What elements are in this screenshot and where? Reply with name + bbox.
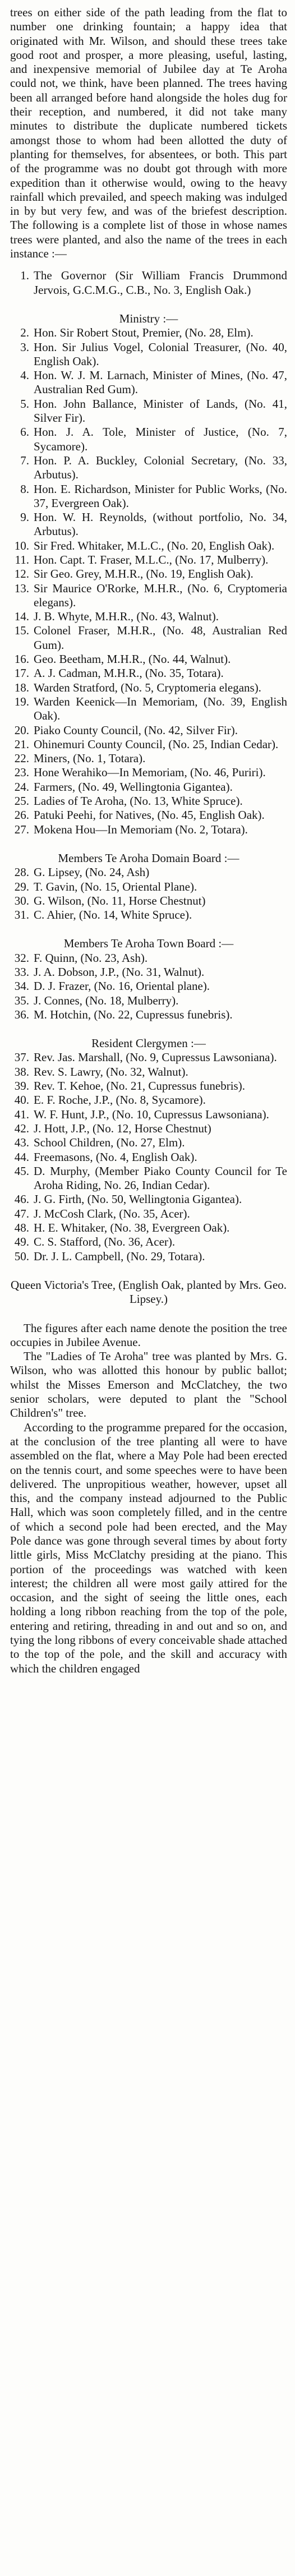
entry-number: 9. [20,510,29,524]
entry-text: Sir Geo. Grey, M.H.R., (No. 19, English Oak). [34,567,253,581]
entry-number: 13. [14,581,29,595]
tree-entry [10,880,287,894]
tree-entry [10,1250,287,1264]
entry-text: Sir Maurice O'Rorke, M.H.R., (No. 6, Cryptomeria elegans). [34,581,287,609]
entry-number: 27. [14,822,29,836]
tree-entry [10,951,287,965]
entry-number: 4. [20,368,29,383]
entry-number: 43. [14,1136,29,1150]
tree-entry [10,482,287,511]
tree-entry [10,553,287,567]
tree-list [10,951,287,1022]
tree-list-section [10,261,287,1264]
tree-entry [10,681,287,695]
intro-section [10,6,287,261]
entry-text: G. Wilson, (No. 11, Horse Chestnut) [34,893,206,907]
queen-tree-note: Queen Victoria's Tree, (English Oak, planted by Mrs. Geo. Lipsey.) [10,1278,287,1306]
entry-number: 20. [14,723,29,737]
tree-entry [10,567,287,581]
tree-entry [10,1207,287,1221]
entry-text: G. Lipsey, (No. 24, Ash) [34,865,150,879]
entry-number: 12. [14,567,29,581]
tree-entry [10,823,287,837]
tree-entry [10,695,287,724]
entry-number: 38. [14,1064,29,1079]
entry-text: Rev. S. Lawry, (No. 32, Walnut). [34,1064,188,1079]
closing-section [10,1321,287,1676]
tree-entry [10,738,287,752]
entry-text: T. Gavin, (No. 15, Oriental Plane). [34,879,197,893]
tree-entry [10,865,287,879]
entry-text: J. G. Firth, (No. 50, Wellingtonia Gigantea). [34,1192,242,1206]
entry-text: Hon. W. J. M. Larnach, Minister of Mines, (No. 47, Australian Red Gum). [34,368,287,397]
entry-text: D. J. Frazer, (No. 16, Oriental plane). [34,979,210,993]
entry-number: 32. [14,951,29,965]
tree-list [10,269,287,297]
tree-entry [10,780,287,794]
entry-text: Hon. E. Richardson, Minister for Public Works, (No. 37, Evergreen Oak). [34,482,287,510]
entry-text: Geo. Beetham, M.H.R., (No. 44, Walnut). [34,652,231,666]
tree-entry [10,1008,287,1022]
entry-number: 49. [14,1235,29,1249]
entry-number: 21. [14,737,29,751]
entry-text: Dr. J. L. Campbell, (No. 29, Totara). [34,1249,205,1263]
entry-text: Miners, (No. 1, Totara). [34,752,146,766]
entry-number: 3. [20,340,29,354]
entry-text: School Children, (No. 27, Elm). [34,1136,185,1150]
tree-entry [10,1065,287,1079]
entry-text: Hon. Sir Julius Vogel, Colonial Treasurer, (No. 40, English Oak). [34,340,287,368]
entry-text: Rev. T. Kehoe, (No. 21, Cupressus funebris). [34,1079,245,1093]
tree-entry [10,610,287,624]
closing-paragraph: The figures after each name denote the position the tree occupies in Jubilee Avenue. [10,1321,287,1349]
entry-text: Hon. W. H. Reynolds, (without portfolio, No. 34, Arbutus). [34,510,287,538]
entry-number: 42. [14,1121,29,1135]
group-heading: Members Te Aroha Town Board :— [63,937,234,951]
entry-number: 47. [14,1206,29,1220]
group-heading: Resident Clergymen :— [91,1036,206,1050]
entry-text: Hon. J. A. Tole, Minister of Justice, (No. 7, Sycamore). [34,425,287,453]
entry-number: 33. [14,965,29,979]
entry-number: 5. [20,397,29,411]
entry-number: 25. [14,794,29,808]
entry-text: Hone Werahiko—In Memoriam, (No. 46, Puriri). [34,766,266,780]
entry-text: Freemasons, (No. 4, English Oak). [34,1150,197,1164]
entry-text: J. B. Whyte, M.H.R., (No. 43, Walnut). [34,610,219,624]
tree-list [10,1050,287,1263]
group-heading: Members Te Aroha Domain Board :— [58,851,239,865]
closing-paragraph: The "Ladies of Te Aroha" tree was planted by Mrs. G. Wilson, who was allotted this honour by public ballot; whilst the Misses Emerson and McClatchey, the two senior scholars, were deputed to plant the "School Children's" tree. [10,1349,287,1420]
entry-text: J. Connes, (No. 18, Mulberry). [34,993,179,1007]
tree-entry [10,752,287,766]
entry-text: Warden Keenick—In Memoriam, (No. 39, English Oak). [34,694,287,723]
entry-number: 29. [14,879,29,893]
entry-text: Piako County Council, (No. 42, Silver Fir). [34,723,238,737]
tree-entry [10,269,287,297]
entry-text: A. J. Cadman, M.H.R., (No. 35, Totara). [34,666,224,680]
tree-entry [10,1192,287,1206]
entry-text: Mokena Hou—In Memoriam (No. 2, Totara). [34,822,248,836]
entry-number: 41. [14,1107,29,1121]
tree-entry [10,1164,287,1193]
tree-entry [10,794,287,808]
tree-entry [10,666,287,680]
entry-text: Hon. P. A. Buckley, Colonial Secretary, (No. 33, Arbutus). [34,453,287,482]
entry-number: 39. [14,1079,29,1093]
tree-entry [10,894,287,908]
entry-number: 48. [14,1221,29,1235]
tree-entry [10,368,287,397]
entry-text: Ohinemuri County Council, (No. 25, Indian Cedar). [34,737,279,751]
tree-entry [10,908,287,922]
tree-entry [10,1150,287,1164]
tree-entry [10,454,287,482]
tree-entry [10,510,287,539]
entry-number: 11. [15,552,29,566]
entry-text: Farmers, (No. 49, Wellingtonia Gigantea). [34,780,233,794]
entry-number: 46. [14,1192,29,1206]
entry-number: 37. [14,1050,29,1064]
entry-number: 45. [14,1164,29,1178]
tree-entry [10,397,287,426]
tree-entry [10,1136,287,1150]
entry-number: 23. [14,766,29,780]
entry-text: J. Hott, J.P., (No. 12, Horse Chestnut) [34,1121,211,1135]
entry-number: 15. [14,624,29,638]
entry-text: C. S. Stafford, (No. 36, Acer). [34,1235,176,1249]
closing-paragraph: According to the programme prepared for the occasion, at the conclusion of the tree planting all were to have assembled on the flat, where a May Pole had been erected on the tennis court, and some speeches were to have been delivered. The unpropitious weather, however, upset all this, and the company instead adjourned to the Public Hall, which was soon completely filled, and in the centre of which a second pole had been erected, and the May Pole dance was gone through several times by about forty little girls, Miss McClatchy presiding at the piano. This portion of the proceedings was watched with keen interest; the children all were most gaily attired for the occasion, and the sight of seeing the little ones, each holding a long ribbon reaching from the top of the pole, entering and retiring, threading in and out and so on, and tying the long ribbons of every conceivable shade attached to the top of the pole, and the skill and accuracy with which the children engaged [10,1420,287,1675]
entry-number: 10. [14,538,29,552]
tree-entry [10,994,287,1008]
entry-text: H. E. Whitaker, (No. 38, Evergreen Oak). [34,1221,230,1235]
entry-text: J. McCosh Clark, (No. 35, Acer). [34,1206,190,1220]
tree-entry [10,808,287,822]
entry-number: 50. [14,1249,29,1263]
entry-text: Rev. Jas. Marshall, (No. 9, Cupressus Lawsoniana). [34,1050,277,1064]
entry-number: 28. [14,865,29,879]
entry-number: 26. [14,808,29,822]
entry-number: 7. [20,453,29,467]
entry-number: 2. [20,326,29,340]
intro-paragraph: trees on either side of the path leading from the flat to number one drinking fountain; a happy idea that originated with Mr. Wilson, and should these trees take good root and prosper, a more pleasing, useful, lasting, and inexpensive memorial of Jubilee day at Te Aroha could not, we think, have been planned. The trees having been all arranged before hand alongside the holes dug for their reception, and numbered, it did not take many minutes to distribute the duplicate numbered tickets amongst those to whom had been allotted the duty of planting for themselves, for absentees, or both. This part of the programme was no doubt got through with more expedition than it otherwise would, owing to the heavy rainfall which prevailed, and speech making was indulged in by but very few, and was of the briefest description. The following is a complete list of those in whose names trees were planted, and also the name of the trees in each instance :— [10,6,287,261]
entry-text: Patuki Peehi, for Natives, (No. 45, English Oak). [34,808,265,822]
entry-number: 35. [14,993,29,1007]
tree-entry [10,326,287,340]
tree-entry [10,425,287,454]
entry-number: 22. [14,752,29,766]
tree-entry [10,979,287,993]
entry-number: 18. [14,680,29,694]
entry-text: D. Murphy, (Member Piako County Council for Te Aroha Riding, No. 26, Indian Cedar). [34,1164,287,1192]
tree-entry [10,766,287,780]
entry-text: Warden Stratford, (No. 5, Cryptomeria elegans). [34,680,261,694]
entry-number: 17. [14,666,29,680]
entry-text: The Governor (Sir William Francis Drummond Jervois, G.C.M.G., C.B., No. 3, English Oak.) [34,269,287,297]
group-heading: Ministry :— [119,311,178,325]
entry-text: Hon. John Ballance, Minister of Lands, (No. 41, Silver Fir). [34,397,287,425]
entry-number: 40. [14,1093,29,1107]
tree-list [10,326,287,837]
entry-text: Sir Fred. Whitaker, M.L.C., (No. 20, English Oak). [34,538,275,552]
entry-number: 1. [20,269,29,283]
entry-text: Colonel Fraser, M.H.R., (No. 48, Australian Red Gum). [34,624,287,652]
entry-number: 30. [14,893,29,907]
entry-text: Hon. Sir Robert Stout, Premier, (No. 28, Elm). [34,326,253,340]
entry-text: W. F. Hunt, J.P., (No. 10, Cupressus Lawsoniana). [34,1107,269,1121]
tree-entry [10,724,287,738]
entry-text: Hon. Capt. T. Fraser, M.L.C., (No. 17, Mulberry). [34,552,269,566]
entry-number: 16. [14,652,29,666]
entry-number: 44. [14,1150,29,1164]
entry-text: Ladies of Te Aroha, (No. 13, White Spruce). [34,794,243,808]
tree-entry [10,1093,287,1107]
tree-entry [10,1079,287,1093]
tree-entry [10,1108,287,1122]
tree-list [10,865,287,922]
entry-text: F. Quinn, (No. 23, Ash). [34,951,148,965]
tree-entry [10,1050,287,1064]
tree-entry [10,624,287,652]
tree-entry [10,652,287,666]
entry-text: E. F. Roche, J.P., (No. 8, Sycamore). [34,1093,206,1107]
entry-text: J. A. Dobson, J.P., (No. 31, Walnut). [34,965,205,979]
tree-entry [10,1122,287,1136]
entry-number: 6. [20,425,29,439]
entry-number: 14. [14,610,29,624]
entry-number: 19. [14,694,29,708]
tree-entry [10,1221,287,1235]
entry-text: M. Hotchin, (No. 22, Cupressus funebris). [34,1007,233,1021]
entry-number: 31. [14,908,29,922]
entry-text: C. Ahier, (No. 14, White Spruce). [34,908,192,922]
entry-number: 24. [14,780,29,794]
tree-entry [10,340,287,369]
entry-number: 36. [14,1007,29,1021]
tree-entry [10,1235,287,1249]
tree-entry [10,582,287,610]
tree-entry [10,965,287,979]
entry-number: 8. [20,482,29,496]
tree-entry [10,539,287,553]
entry-number: 34. [14,979,29,993]
